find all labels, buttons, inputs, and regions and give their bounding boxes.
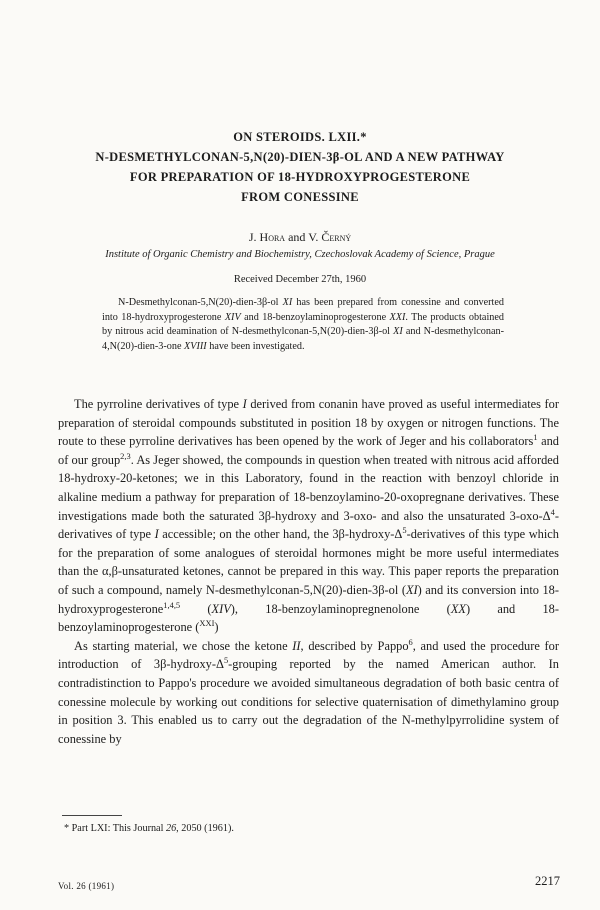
main-title-line-3: FROM CONESSINE xyxy=(241,190,359,204)
title-block xyxy=(40,128,560,206)
author-2-initial: V. xyxy=(308,230,319,244)
footnote-marker: * xyxy=(64,823,70,834)
body-paragraph-2: As starting material, we chose the ketone II, described by Pappo$^6$, and used the procedure for introduction of $3\beta-hydroxy-\Delta^5$-grouping reported by the named American author. In contradistinction to Pappo's procedure we avoided simultaneous degradation of both basic centra of conessine molecule by working out conditions for selective quaternisation of dimethylamino group in position 3. This enabled us to carry out the degradation of the N-methylpyrrolidine system of conessine by xyxy=(58,636,559,746)
main-title-line-2: FOR PREPARATION OF 18-HYDROXYPROGESTERONE xyxy=(129,170,471,184)
received-date: Received December 27th, 1960 xyxy=(233,274,367,285)
footnote-divider xyxy=(62,815,122,816)
author-2-name: Černý xyxy=(321,230,352,244)
authors-conjunction: and xyxy=(288,230,306,244)
abstract xyxy=(102,296,504,354)
footnote: * Part LXI: This Journal 26, 2050 (1961). xyxy=(64,823,234,834)
abstract-paragraph: N-Desmethylconan-5,N(20)-dien-3β-ol XI has been prepared from conessine and converted into 18-hydroxyprogesterone XIV and 18-benzoylaminoprogesterone XXI. The products obtained by nitrous acid deamination of N-desmethylconan-5,N(20)-dien-3β-ol XI and N-desmethylconan-4,N(20)-dien-3-one XVIII have been investigated. xyxy=(102,297,504,352)
main-title-line-1: N-DESMETHYLCONAN-5,N(20)-DIEN-3β-OL AND A NEW PATHWAY xyxy=(95,150,505,164)
author-1-name: Hora xyxy=(259,230,286,244)
page-number: 2217 xyxy=(535,874,560,888)
body-paragraph-1: The pyrroline derivatives of type I derived from conanin have proved as useful intermediates for preparation of steroidal compounds substituted in position 18 by oxygen or nitrogen functions. The route to these pyrroline derivatives has been opened by the work of Jeger and his collaborators$^1$ and of our group$^{2,3}$. As Jeger showed, the compounds in question when treated with nitrous acid afforded 18-hydroxy-20-ketones; we in this Laboratory, found in the reaction with benzoyl chloride in alkaline medium a pathway for preparation of 18-benzoylamino-20-oxopregnane derivatives. These investigations made both the saturated 3β-hydroxy and 3-oxo- and also the unsaturated $3-oxo-\Delta^4$-derivatives of type I accessible; on the other hand, the $3\beta-hydroxy-\Delta^5$-derivatives of this type which for the preparation of some analogues of steroidal hormones might be more useful intermediates than the α,β-unsaturated ketones, cannot be prepared in this way. This paper reports the preparation of such a compound, namely N-desmethylconan-5,N(20)-dien-3β-ol (XI) and its conversion into 18-hydroxyprogesterone$^{1,4,5}$ (XIV), 18-benzoylaminopregnenolone (XX) and 18-benzoylaminoprogesterone ($^{XXI}$) xyxy=(58,397,560,635)
journal-volume-footer: Vol. 26 (1961) xyxy=(58,881,115,891)
series-title: ON STEROIDS. LXII.* xyxy=(233,130,367,144)
author-1-initial: J. xyxy=(248,230,257,244)
affiliation: Institute of Organic Chemistry and Biochemistry, Czechoslovak Academy of Science, Prague xyxy=(105,249,495,260)
authors xyxy=(40,229,560,245)
body-text xyxy=(58,395,559,748)
